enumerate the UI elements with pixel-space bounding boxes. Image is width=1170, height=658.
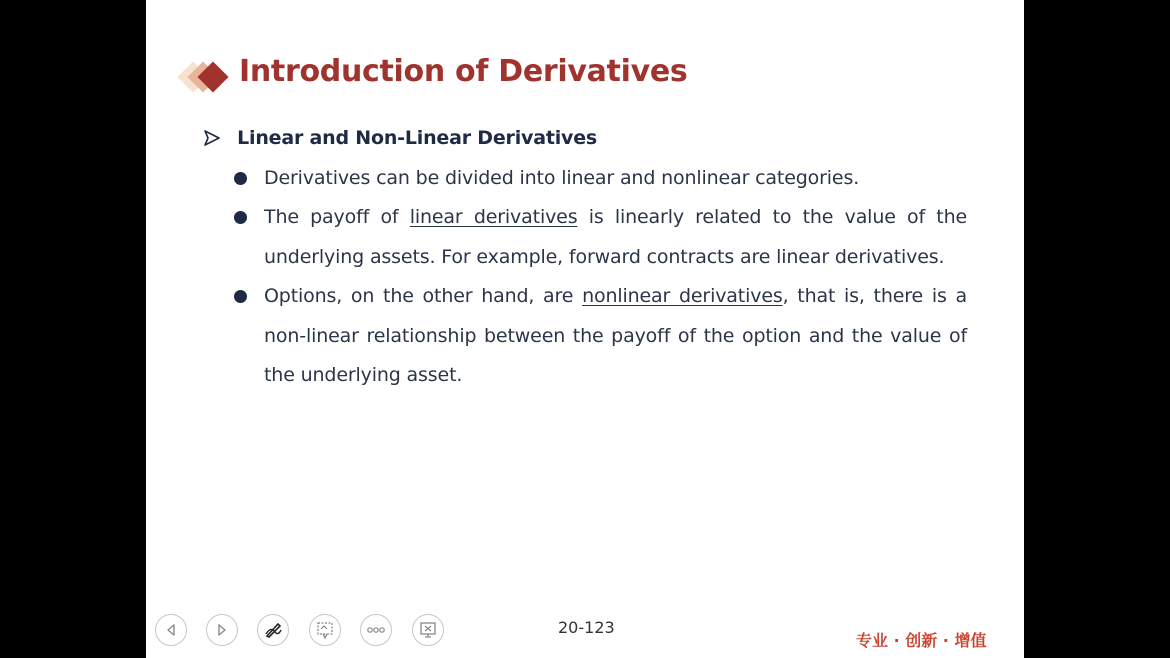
linear-derivatives-term: linear derivatives bbox=[409, 206, 578, 228]
screen-icon bbox=[418, 620, 438, 640]
pen-button[interactable] bbox=[257, 614, 289, 646]
more-icon bbox=[366, 626, 386, 634]
bullet-icon bbox=[233, 210, 249, 226]
section-heading bbox=[201, 127, 597, 149]
nonlinear-derivatives-term: nonlinear derivatives bbox=[582, 285, 783, 307]
bullet-3-text-start: Options, on the other hand, are bbox=[264, 285, 583, 307]
slides-icon bbox=[315, 620, 335, 640]
slide bbox=[146, 0, 1024, 658]
page-number: 20-123 bbox=[558, 618, 615, 637]
previous-button[interactable] bbox=[155, 614, 187, 646]
previous-icon bbox=[164, 623, 178, 637]
bullet-3-line-2: non-linear relationship between the payoff of the option and the value of bbox=[264, 325, 967, 347]
bullet-1-text: Derivatives can be divided into linear and nonlinear categories. bbox=[264, 167, 860, 189]
slide-title: Introduction of Derivatives bbox=[239, 54, 688, 89]
slogan: 专业 · 创新 · 增值 bbox=[856, 631, 987, 650]
screen-button[interactable] bbox=[412, 614, 444, 646]
section-heading-text: Linear and Non-Linear Derivatives bbox=[237, 127, 598, 149]
bullet-icon bbox=[233, 171, 249, 187]
next-button[interactable] bbox=[206, 614, 238, 646]
bullet-3-line-3: the underlying asset. bbox=[264, 364, 463, 386]
diamond-logo-icon bbox=[170, 56, 234, 98]
bullet-2-text-end: is linearly related to the value of the bbox=[577, 206, 967, 228]
slides-button[interactable] bbox=[309, 614, 341, 646]
bullet-2-line-1 bbox=[264, 206, 967, 228]
bullet-icon bbox=[233, 289, 249, 305]
next-icon bbox=[215, 623, 229, 637]
bullet-3-line-1 bbox=[264, 285, 967, 307]
more-button[interactable] bbox=[360, 614, 392, 646]
bullet-3-text-end: , that is, there is a bbox=[782, 285, 967, 307]
arrow-bullet-icon bbox=[201, 127, 223, 149]
pen-icon bbox=[263, 620, 283, 640]
bullet-2-text-start: The payoff of bbox=[264, 206, 410, 228]
bullet-2-line-2: underlying assets. For example, forward contracts are linear derivatives. bbox=[264, 246, 945, 268]
